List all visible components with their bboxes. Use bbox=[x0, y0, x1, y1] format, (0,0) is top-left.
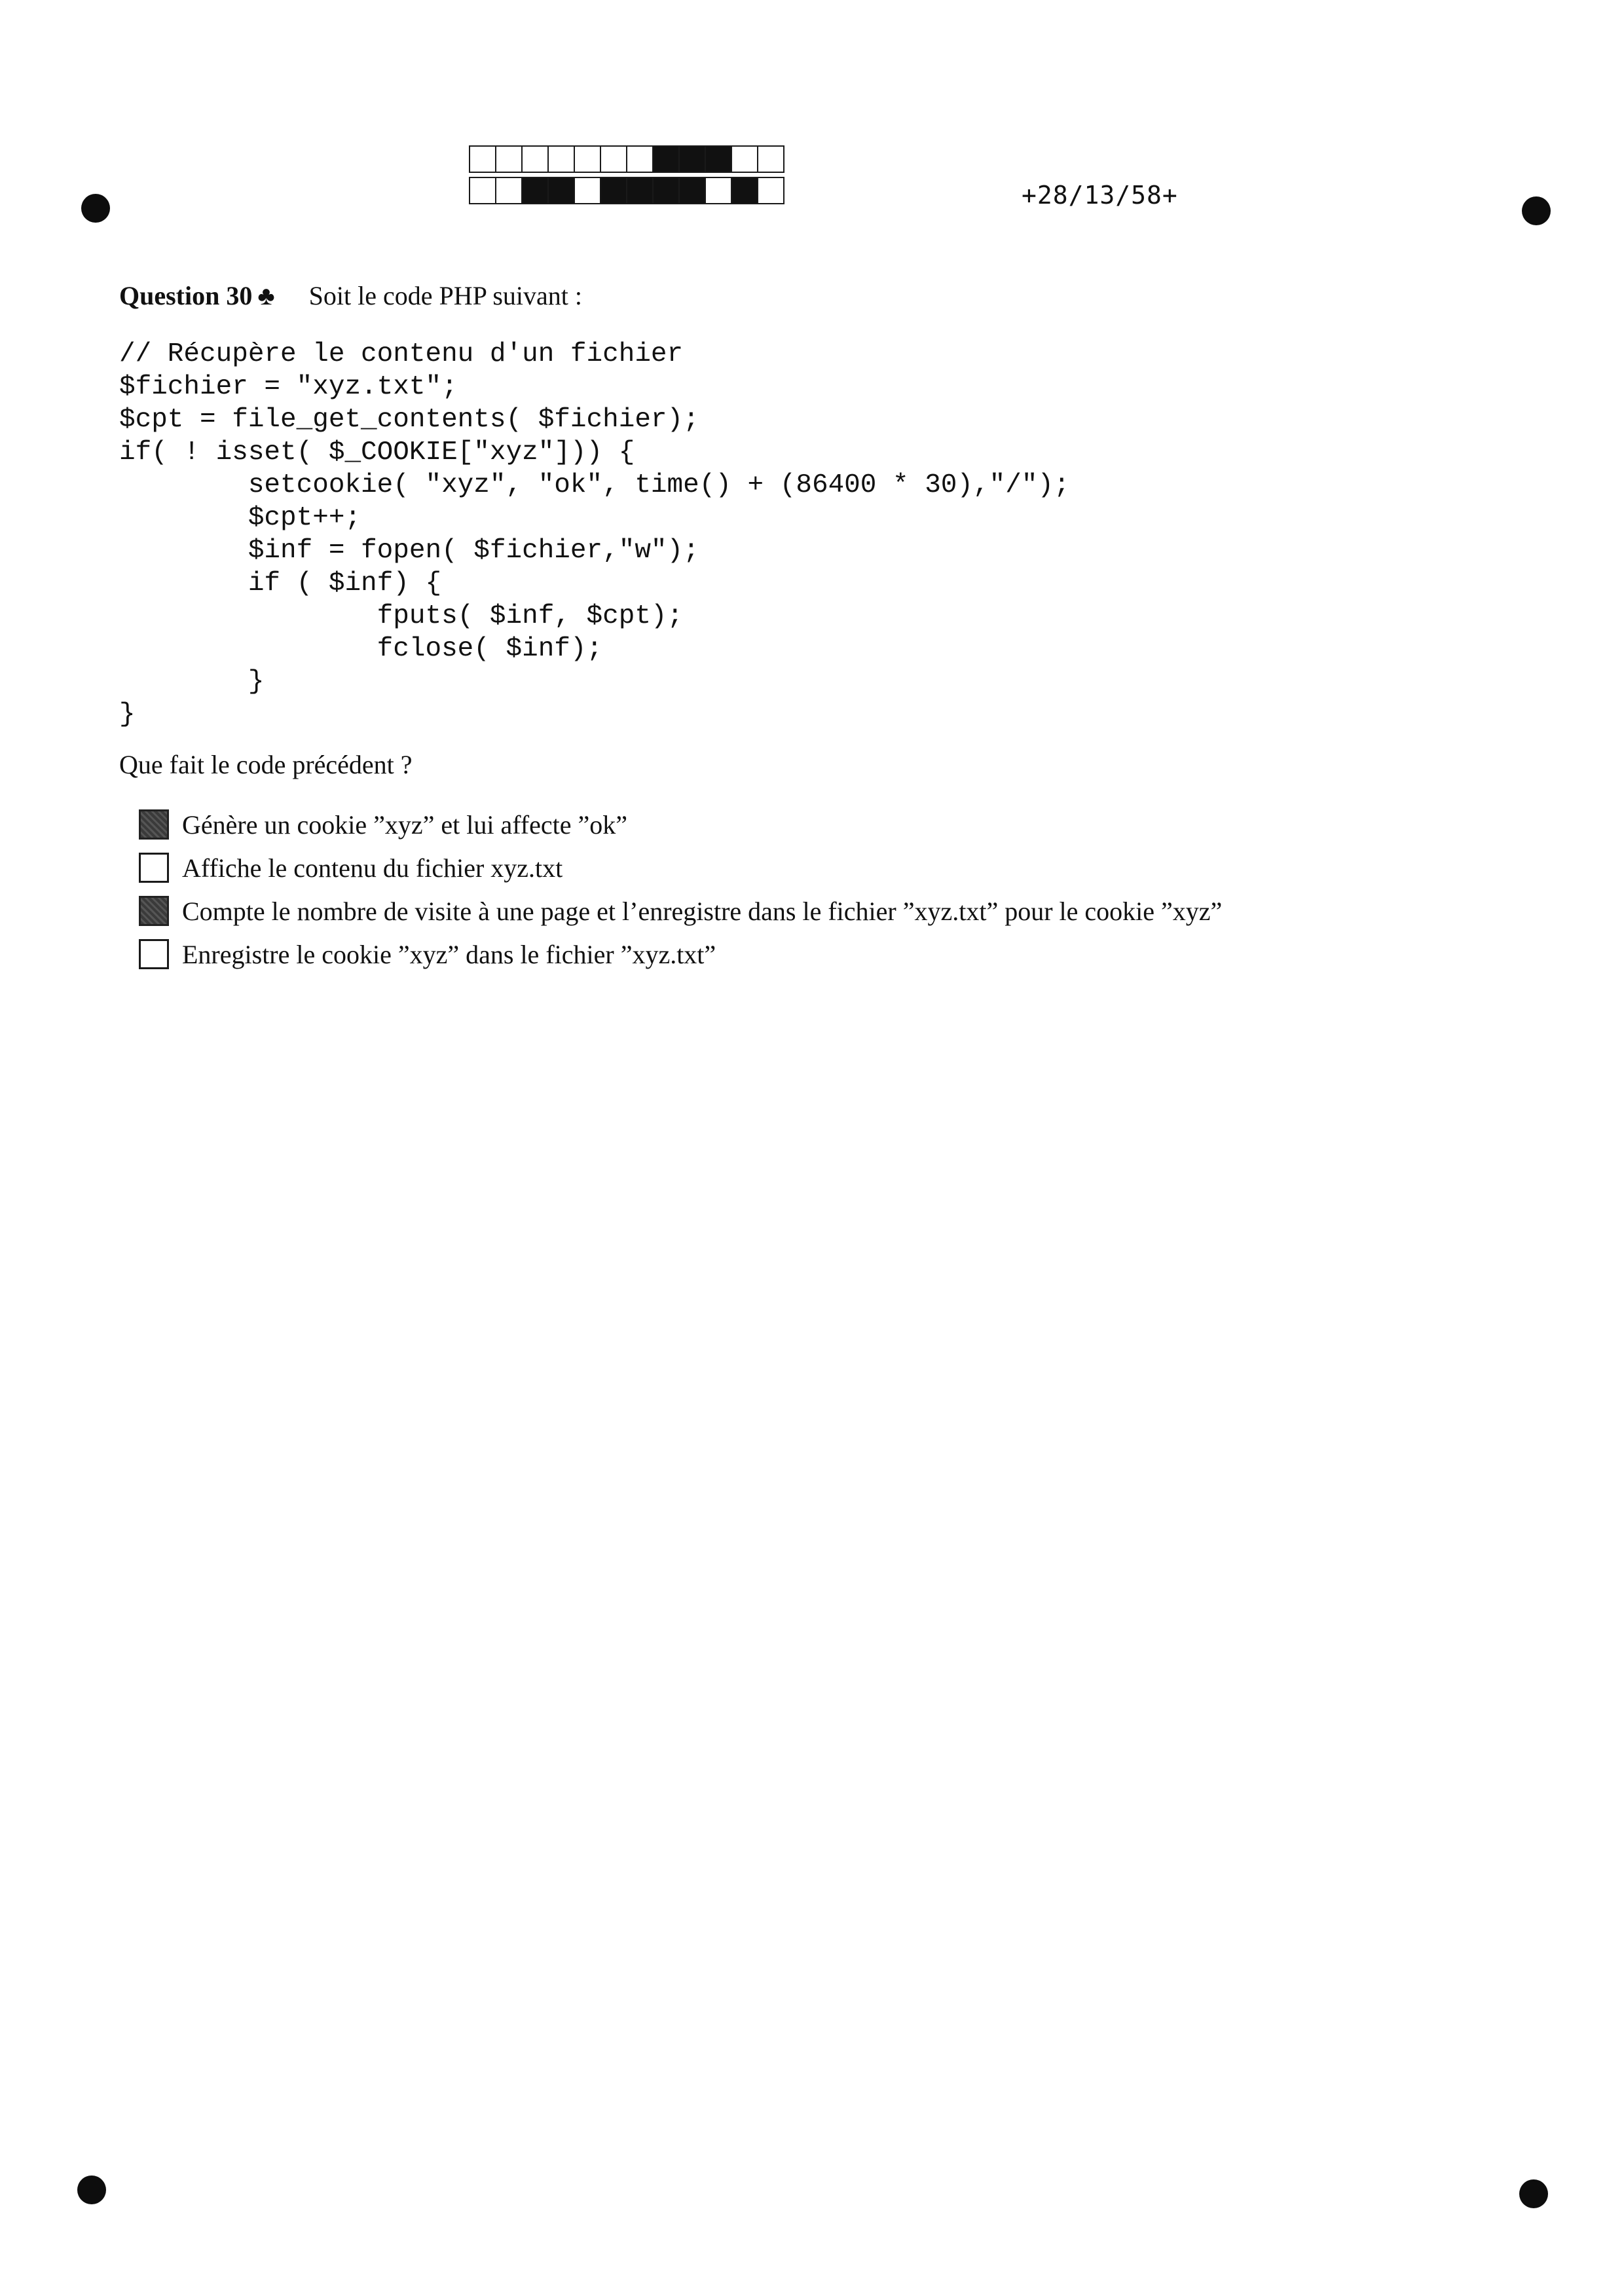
barcode-cell bbox=[731, 177, 758, 204]
barcode-cell bbox=[652, 145, 680, 173]
barcode-cell bbox=[547, 145, 575, 173]
answer-option-1 bbox=[139, 803, 1222, 846]
code-line: $fichier = "xyz.txt"; bbox=[119, 372, 458, 402]
barcode-cell bbox=[495, 145, 523, 173]
barcode-cell bbox=[547, 177, 575, 204]
barcode-cell bbox=[757, 177, 784, 204]
answer-list bbox=[139, 803, 1222, 976]
barcode-cell bbox=[705, 177, 732, 204]
page-identifier: +28/13/58+ bbox=[1022, 181, 1178, 210]
barcode-cell bbox=[678, 145, 706, 173]
code-line: $inf = fopen( $fichier,"w"); bbox=[119, 536, 699, 566]
answer-checkbox-1[interactable] bbox=[139, 809, 169, 840]
code-line: $cpt = file_get_contents( $fichier); bbox=[119, 405, 699, 435]
barcode-cell bbox=[705, 145, 732, 173]
corner-mark-top-left bbox=[81, 194, 110, 223]
answer-option-4 bbox=[139, 933, 1222, 976]
answer-label-4: Enregistre le cookie ”xyz” dans le fichier ”xyz.txt” bbox=[182, 939, 716, 969]
barcode-cell bbox=[574, 145, 601, 173]
barcode-cell bbox=[600, 177, 627, 204]
page-id-barcode bbox=[469, 145, 783, 208]
code-line: } bbox=[119, 699, 136, 730]
question-intro: Soit le code PHP suivant : bbox=[308, 281, 583, 310]
question-title: Question 30 bbox=[119, 281, 253, 310]
barcode-cell bbox=[731, 145, 758, 173]
barcode-cell bbox=[652, 177, 680, 204]
answer-label-3: Compte le nombre de visite à une page et l’enregistre dans le fichier ”xyz.txt” pour le cookie ”xyz” bbox=[182, 896, 1223, 926]
code-line: // Récupère le contenu d'un fichier bbox=[119, 339, 684, 369]
barcode-cell bbox=[521, 145, 549, 173]
answer-checkbox-2[interactable] bbox=[139, 853, 169, 883]
code-line: if ( $inf) { bbox=[119, 568, 442, 599]
code-line: setcookie( "xyz", "ok", time() + (86400 * 30),"/"); bbox=[119, 470, 1070, 500]
question-header bbox=[119, 280, 582, 311]
corner-mark-bottom-right bbox=[1519, 2179, 1548, 2208]
answer-option-2 bbox=[139, 846, 1222, 889]
barcode-row-1 bbox=[469, 145, 783, 172]
answer-checkbox-3[interactable] bbox=[139, 896, 169, 926]
php-code-block bbox=[119, 338, 1070, 731]
answer-checkbox-4[interactable] bbox=[139, 939, 169, 969]
barcode-cell bbox=[469, 145, 496, 173]
code-line: $cpt++; bbox=[119, 503, 361, 533]
barcode-cell bbox=[521, 177, 549, 204]
corner-mark-bottom-left bbox=[77, 2176, 106, 2204]
barcode-cell bbox=[600, 145, 627, 173]
barcode-cell bbox=[626, 177, 654, 204]
code-line: } bbox=[119, 667, 265, 697]
barcode-cell bbox=[757, 145, 784, 173]
barcode-cell bbox=[469, 177, 496, 204]
answer-option-3 bbox=[139, 889, 1222, 933]
corner-mark-top-right bbox=[1522, 196, 1551, 225]
club-icon: ♣ bbox=[257, 281, 275, 310]
code-line: fclose( $inf); bbox=[119, 634, 603, 664]
barcode-cell bbox=[626, 145, 654, 173]
barcode-cell bbox=[495, 177, 523, 204]
code-line: if( ! isset( $_COOKIE["xyz"])) { bbox=[119, 437, 635, 468]
barcode-row-2 bbox=[469, 177, 783, 203]
barcode-cell bbox=[574, 177, 601, 204]
question-prompt: Que fait le code précédent ? bbox=[119, 750, 413, 779]
code-line: fputs( $inf, $cpt); bbox=[119, 601, 684, 631]
answer-label-1: Génère un cookie ”xyz” et lui affecte ”ok” bbox=[182, 809, 627, 840]
barcode-cell bbox=[678, 177, 706, 204]
answer-label-2: Affiche le contenu du fichier xyz.txt bbox=[182, 853, 563, 883]
